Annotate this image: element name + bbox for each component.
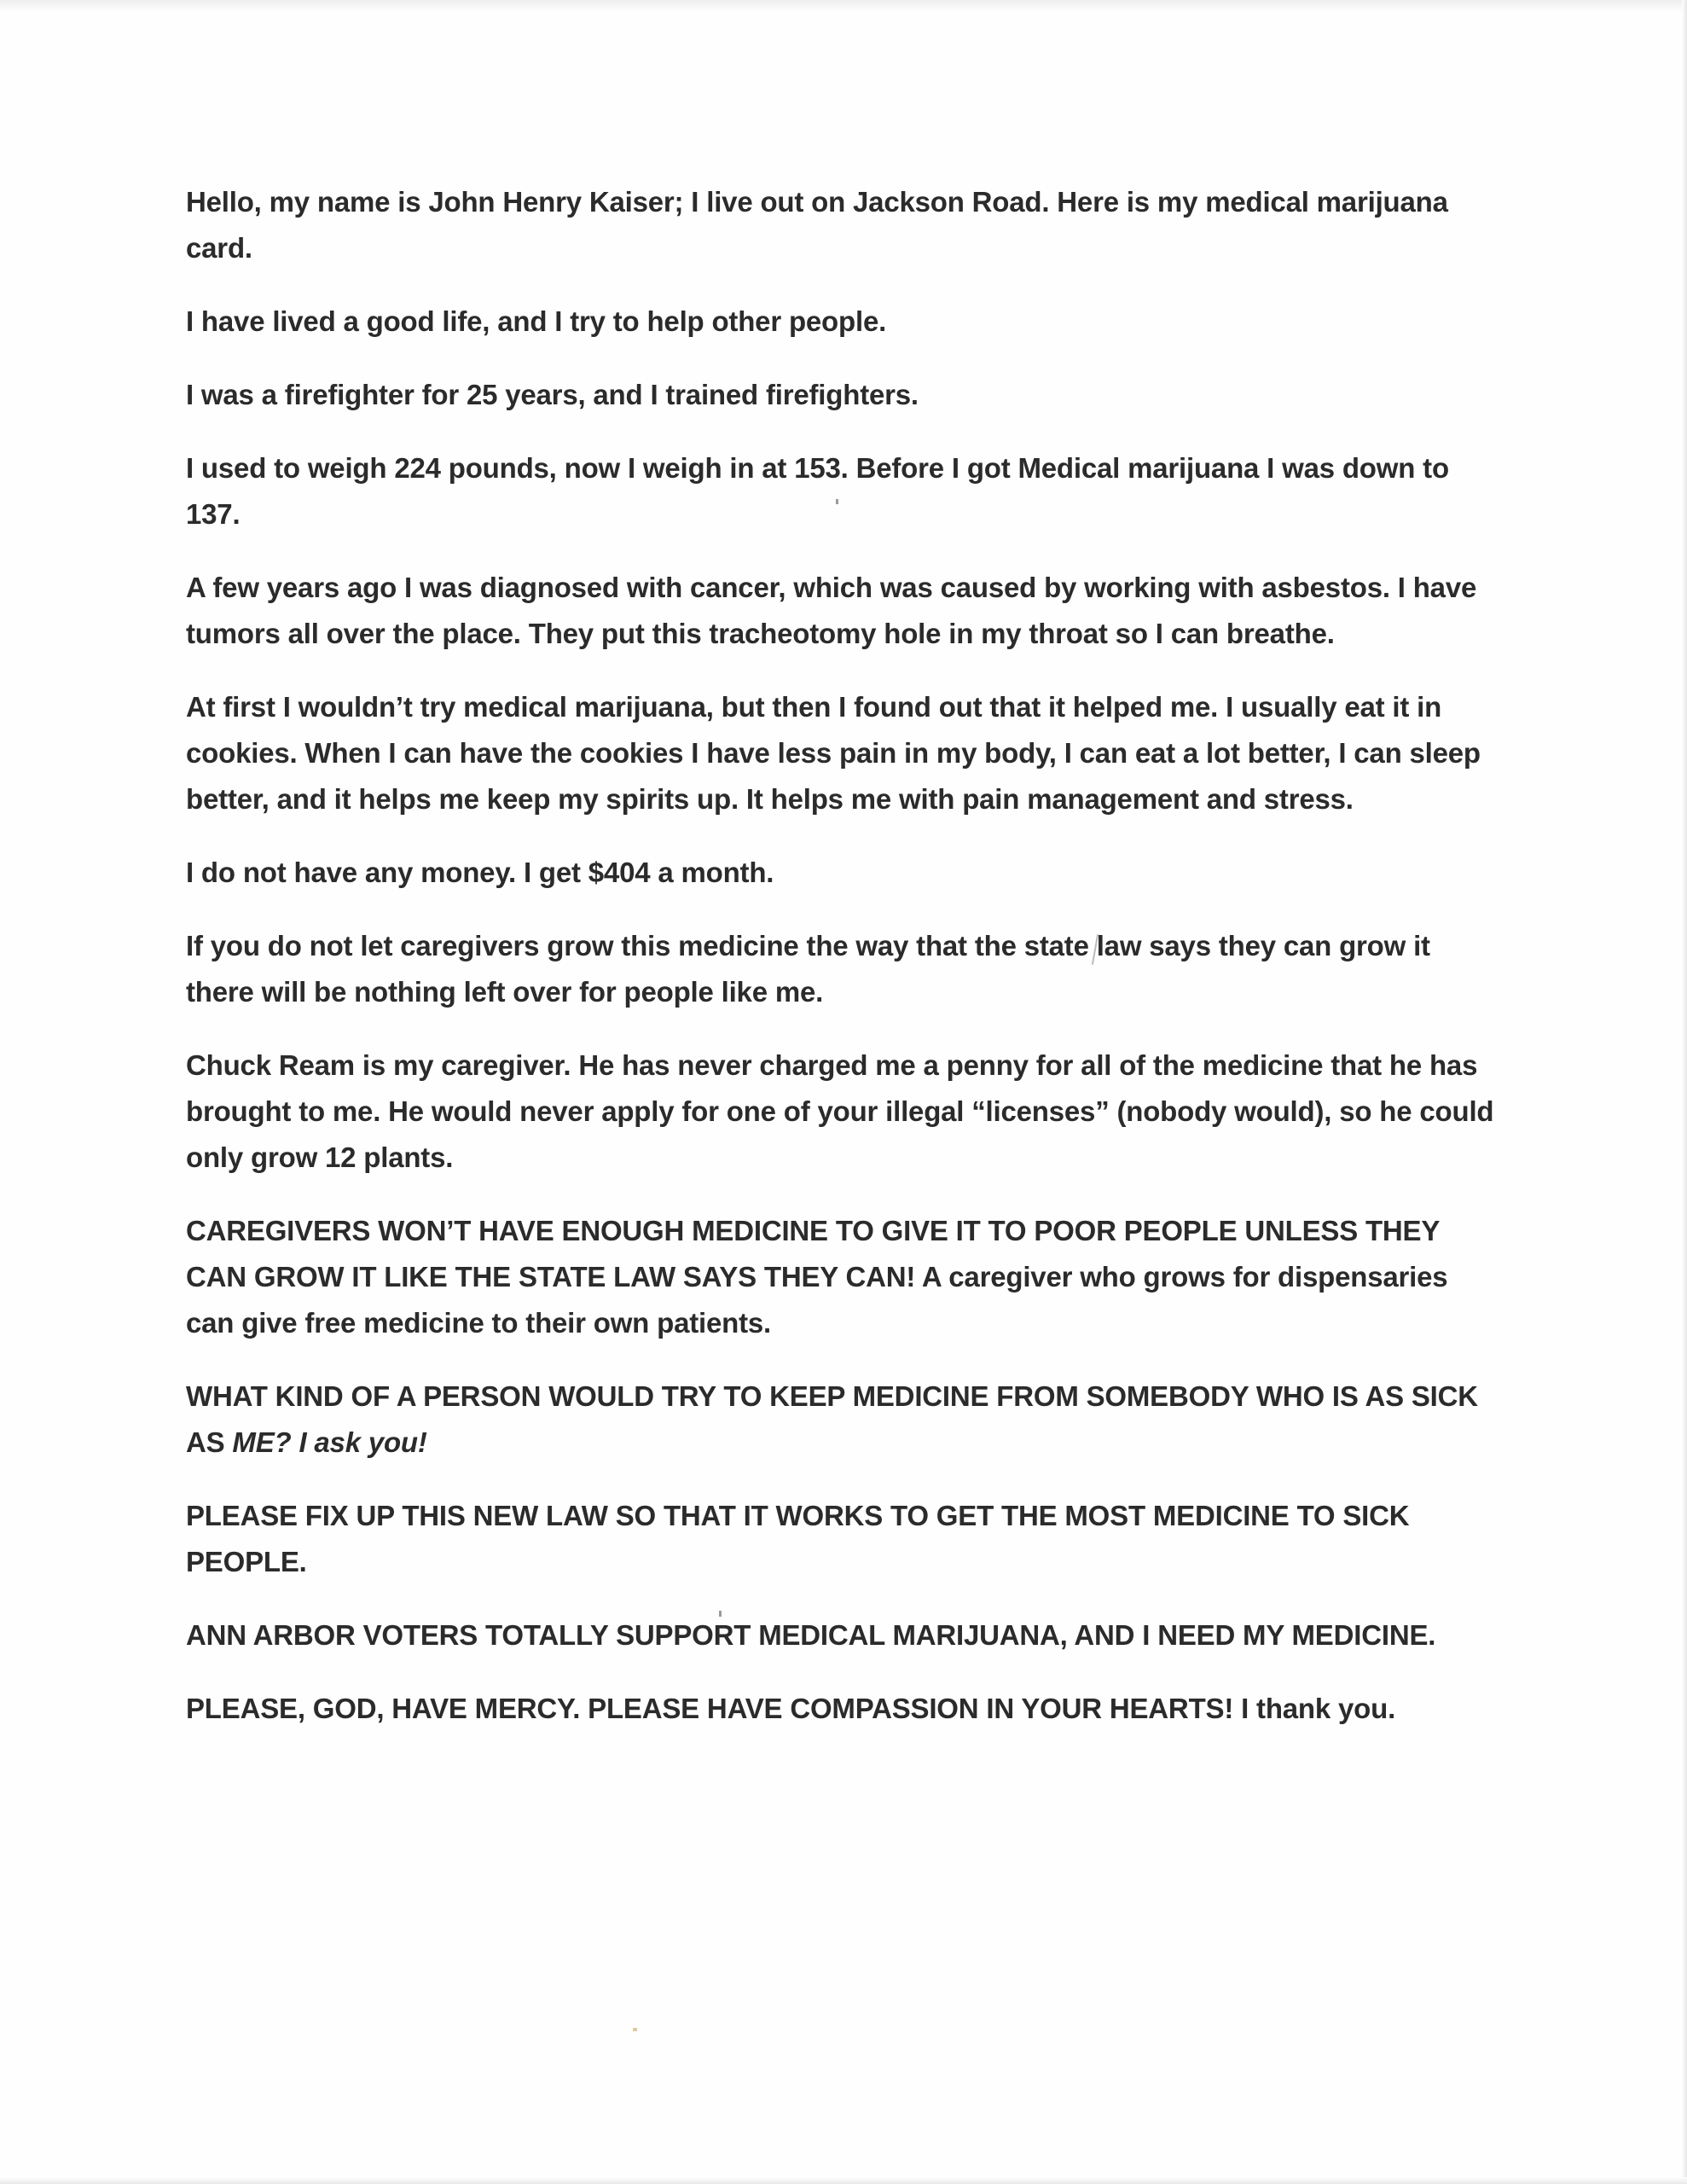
scan-top-shadow	[0, 0, 1687, 12]
paragraph-fix-law: PLEASE FIX UP THIS NEW LAW SO THAT IT WORKS TO GET THE MOST MEDICINE TO SICK PEOPLE.	[186, 1500, 1410, 1577]
paragraph-question	[186, 1374, 1499, 1466]
paragraph-voters-support: ANN ARBOR VOTERS TOTALLY SUPPORT MEDICAL MARIJUANA, AND I NEED MY MEDICINE.	[186, 1619, 1436, 1651]
letter-body	[186, 179, 1499, 1759]
scan-speck	[633, 2028, 637, 2031]
paragraph-caregiver-chuck: Chuck Ream is my caregiver. He has never charged me a penny for all of the medicine that he has brought to me. He would never apply for one of your illegal “licenses” (nobody would), so he could only grow 12 plants.	[186, 1049, 1494, 1173]
paragraph-plea-mercy: PLEASE, GOD, HAVE MERCY. PLEASE HAVE COMPASSION IN YOUR HEARTS! I thank you.	[186, 1693, 1396, 1724]
scan-bottom-edge	[0, 2177, 1687, 2184]
paragraph-diagnosis: A few years ago I was diagnosed with cancer, which was caused by working with asbestos. I have tumors all over the place. They put this tracheotomy hole in my throat so I can breathe.	[186, 572, 1477, 649]
question-main-text: WHAT KIND OF A PERSON WOULD TRY TO KEEP MEDICINE FROM SOMEBODY WHO IS AS SICK AS	[186, 1380, 1478, 1458]
paragraph-firefighter: I was a firefighter for 25 years, and I trained firefighters.	[186, 379, 919, 410]
paragraph-introduction: Hello, my name is John Henry Kaiser; I live out on Jackson Road. Here is my medical marijuana card.	[186, 186, 1448, 264]
paragraph-caregivers-poor: CAREGIVERS WON’T HAVE ENOUGH MEDICINE TO GIVE IT TO POOR PEOPLE UNLESS THEY CAN GROW IT LIKE THE STATE LAW SAYS THEY CAN! A caregiver who grows for dispensaries can give free medicine to their own patients.	[186, 1215, 1448, 1339]
paragraph-income: I do not have any money. I get $404 a month.	[186, 857, 774, 888]
paragraph-weight: I used to weigh 224 pounds, now I weigh in at 153. Before I got Medical marijuana I was down to 137.	[186, 452, 1449, 530]
paragraph-good-life: I have lived a good life, and I try to help other people.	[186, 305, 887, 337]
paragraph-medical-marijuana-help: At first I wouldn’t try medical marijuana, but then I found out that it helped me. I usually eat it in cookies. When I can have the cookies I have less pain in my body, I can eat a lot better, I can sleep better, and it helps me keep my spirits up. It helps me with pain management and stress.	[186, 691, 1481, 815]
question-italic-text: ME? I ask you!	[232, 1426, 427, 1458]
scan-right-edge	[1682, 0, 1687, 2184]
paragraph-caregivers-grow: If you do not let caregivers grow this medicine the way that the state law says they can grow it there will be nothing left over for people like me.	[186, 930, 1430, 1008]
